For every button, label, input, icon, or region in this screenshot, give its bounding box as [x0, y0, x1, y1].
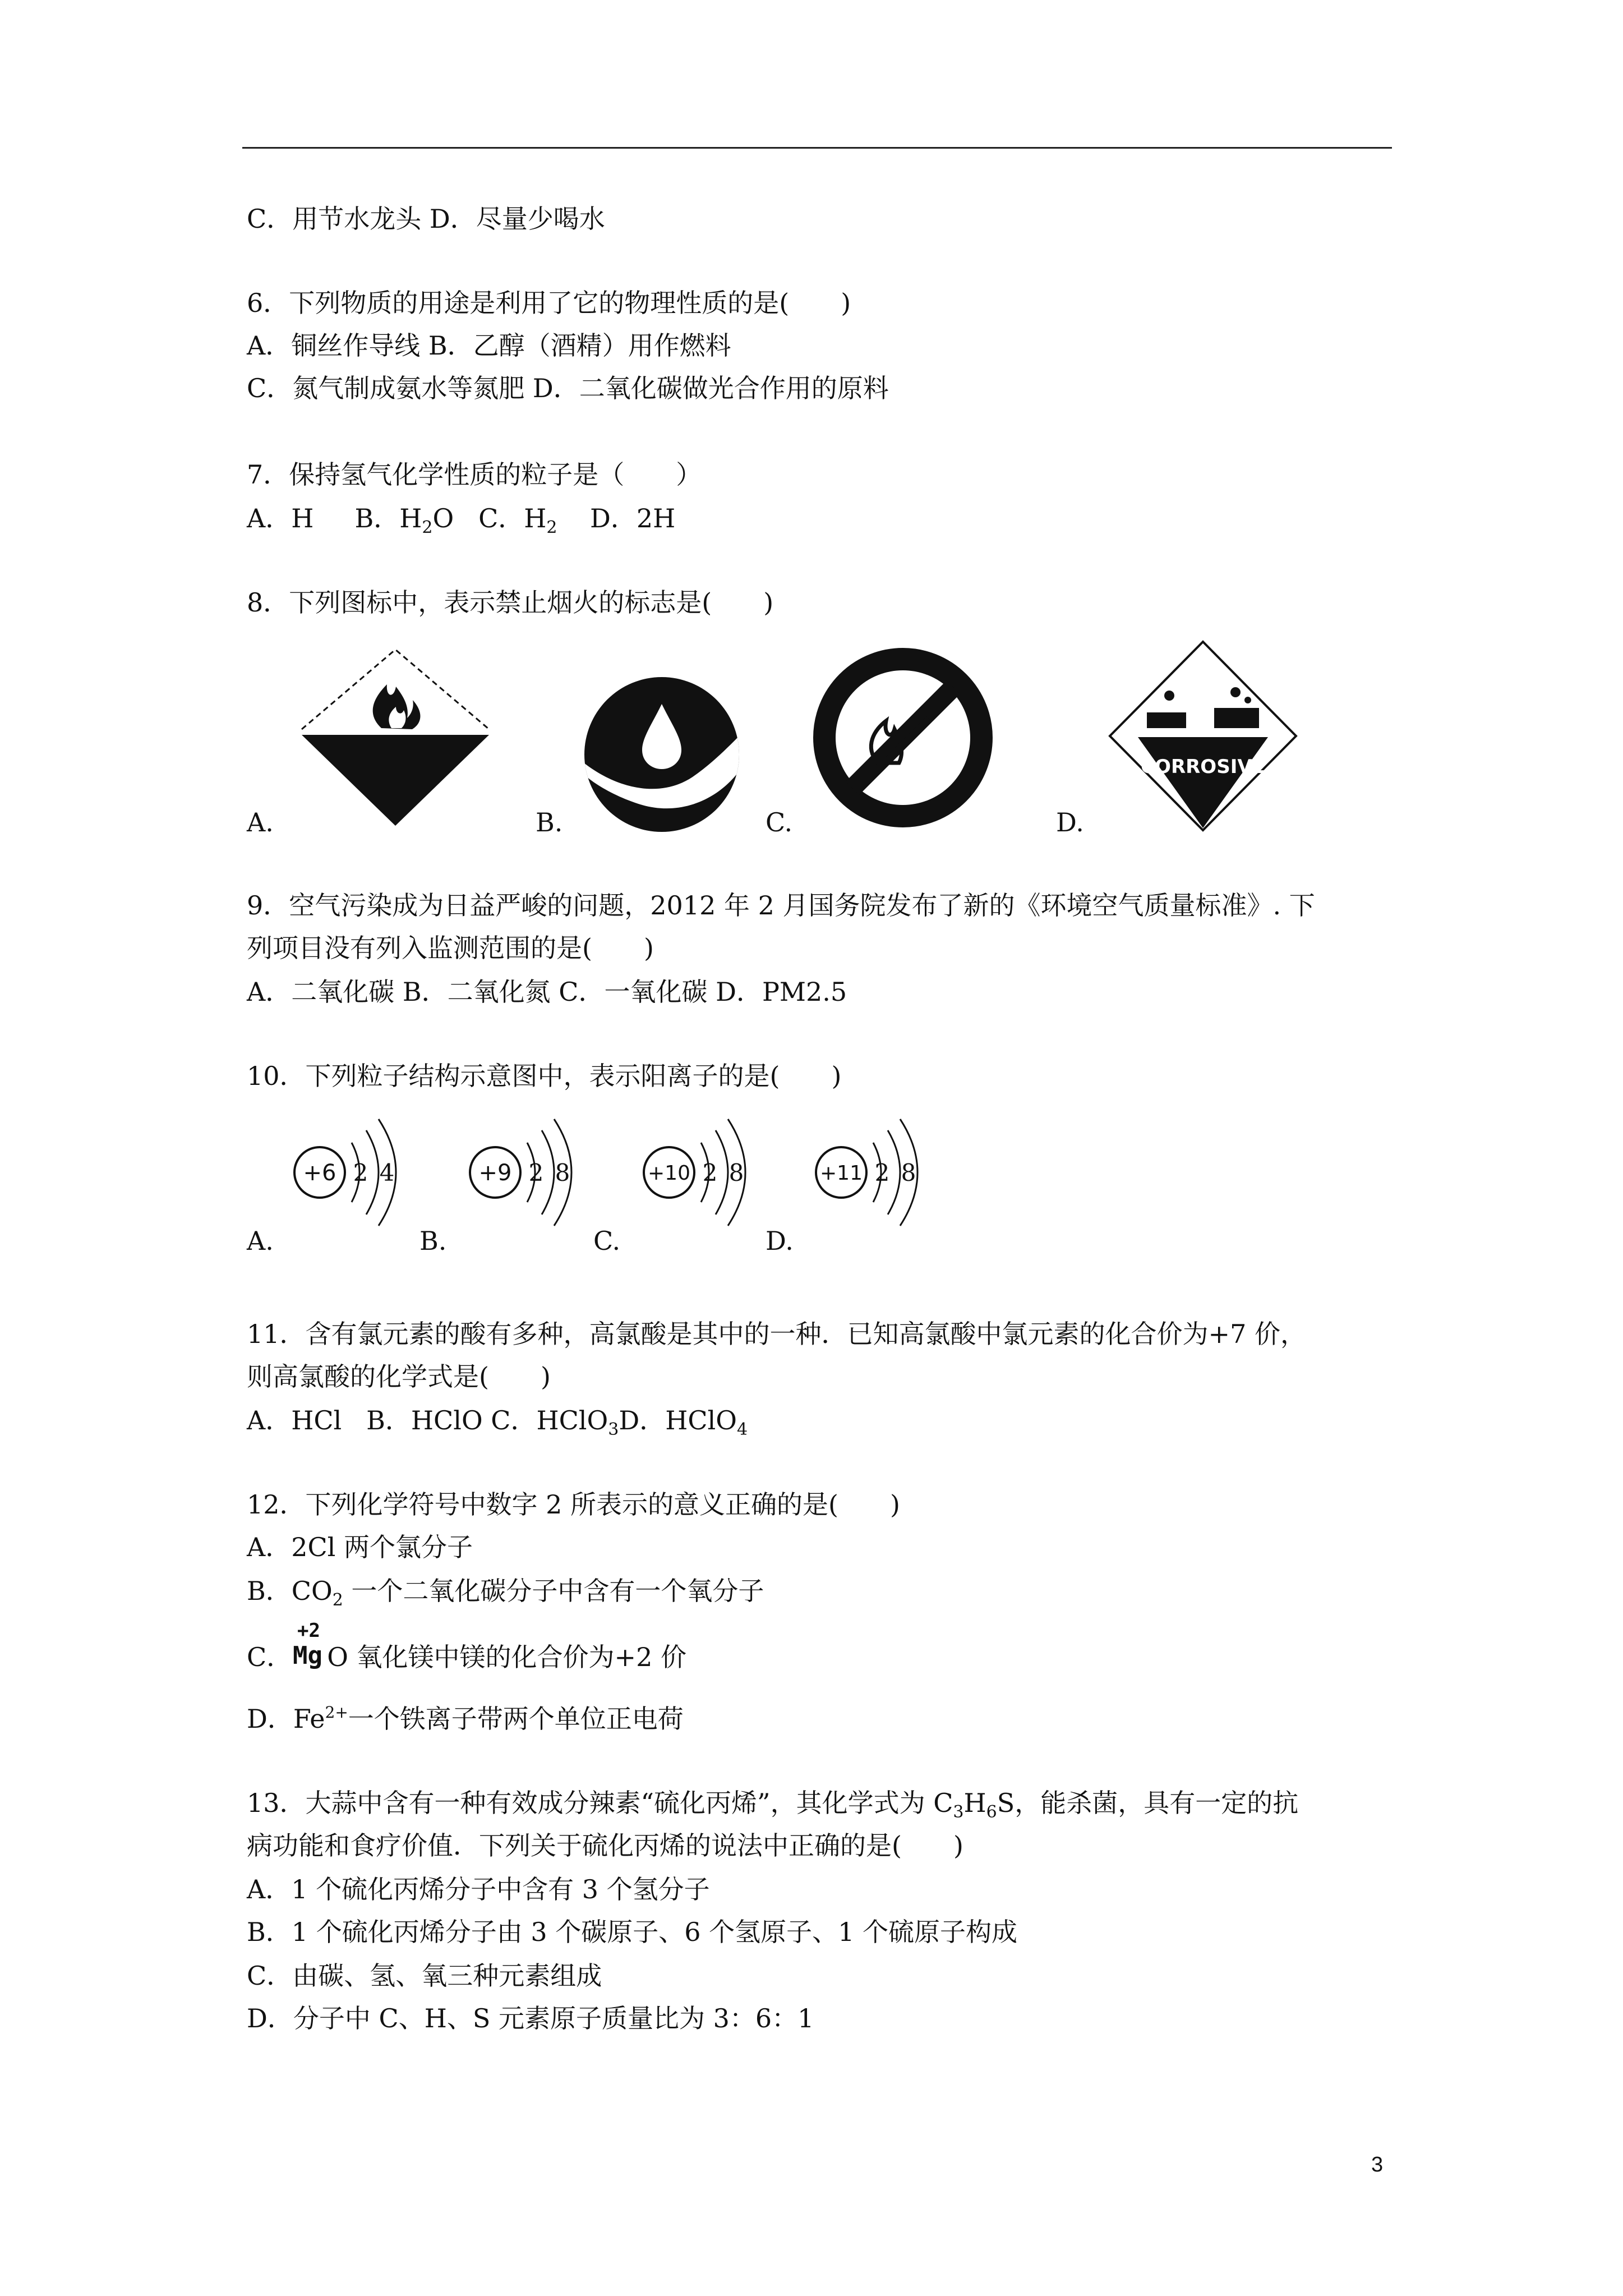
q8-label-b: B. — [536, 807, 563, 838]
q6-options-ab: A．铜丝作导线 B．乙醇（酒精）用作燃料 — [247, 330, 731, 361]
q10-label-a: A. — [247, 1226, 274, 1256]
q6-options-cd: C．氮气制成氨水等氮肥 D．二氧化碳做光合作用的原料 — [247, 373, 889, 403]
q11-option-a: A．HCl — [247, 1405, 342, 1435]
atom-c-shell2: 8 — [728, 1159, 744, 1186]
q9-stem-line1: 9．空气污染成为日益严峻的问题，2012 年 2 月国务院发布了新的《环境空气质量标准》. 下 — [247, 890, 1315, 921]
q11-stem-line2: 则高氯酸的化学式是( ) — [247, 1361, 551, 1392]
mg-element: Mg — [293, 1641, 322, 1670]
water-reactive-icon — [580, 676, 743, 833]
q5-options-cd: C．用节水龙头 D．尽量少喝水 — [247, 204, 605, 234]
flammable-hazard-icon — [297, 645, 494, 830]
q13-stem-line2: 病功能和食疗价值．下列关于硫化丙烯的说法中正确的是( ) — [247, 1830, 963, 1861]
atom-c-nucleus: +10 — [648, 1162, 690, 1185]
atom-b-nucleus: +9 — [478, 1160, 512, 1186]
atom-d-shell2: 8 — [901, 1159, 916, 1186]
q10-label-d: D. — [766, 1226, 794, 1256]
atom-diagram-a — [289, 1108, 412, 1237]
q7-stem: 7．保持氢气化学性质的粒子是（ ） — [247, 459, 702, 490]
q11-options — [247, 1404, 748, 1437]
atom-diagram-b — [464, 1108, 588, 1237]
q7-option-d: D．2H — [589, 503, 676, 533]
q12-stem: 12．下列化学符号中数字 2 所表示的意义正确的是( ) — [247, 1489, 900, 1520]
header-rule — [242, 147, 1392, 149]
q13-option-b: B．1 个硫化丙烯分子由 3 个碳原子、6 个氢原子、1 个硫原子构成 — [247, 1917, 1017, 1947]
atom-diagram-c — [638, 1108, 762, 1237]
q10-label-c: C. — [593, 1226, 621, 1256]
q9-stem-line2: 列项目没有列入监测范围的是( ) — [247, 933, 654, 963]
atom-a-nucleus: +6 — [303, 1160, 336, 1186]
q10-stem: 10．下列粒子结构示意图中，表示阳离子的是( ) — [247, 1061, 842, 1091]
q11-option-d: D．HClO$_4$ — [619, 1405, 748, 1439]
corrosive-label: CORROSIVE — [1141, 756, 1265, 778]
q6-stem: 6．下列物质的用途是利用了它的物理性质的是( ) — [247, 288, 851, 318]
q12-option-b: B．$CO_2$ 一个二氧化碳分子中含有一个氧分子 — [247, 1576, 764, 1610]
q7-options — [247, 501, 675, 535]
q13-option-a: A．1 个硫化丙烯分子中含有 3 个氢分子 — [247, 1874, 710, 1904]
corrosive-hazard-icon — [1108, 639, 1298, 833]
atom-d-shell1: 2 — [874, 1159, 890, 1186]
q11-option-c: C．HClO$_3$ — [491, 1405, 619, 1439]
mg-charge: +2 — [297, 1619, 320, 1642]
q11-stem-line1: 11．含有氯元素的酸有多种，高氯酸是其中的一种．已知高氯酸中氯元素的化合价为+7 价， — [247, 1319, 1306, 1349]
q13-option-d: D．分子中 C、H、S 元素原子质量比为 3：6：1 — [247, 2003, 814, 2033]
q7-option-c: C．$H_2$ — [478, 503, 557, 537]
q9-options: A．二氧化碳 B．二氧化氮 C．一氧化碳 D．PM2.5 — [247, 977, 847, 1007]
q13-option-c: C．由碳、氢、氧三种元素组成 — [247, 1961, 602, 1991]
q12-option-c: C． O 氧化镁中镁的化合价为+2 价 — [247, 1642, 686, 1672]
q8-label-d: D. — [1056, 807, 1084, 838]
page-number: 3 — [1371, 2153, 1384, 2177]
q8-label-c: C. — [766, 807, 793, 838]
atom-a-shell2: 4 — [379, 1159, 395, 1186]
q8-label-a: A. — [247, 807, 274, 838]
q12-option-a: A．2Cl 两个氯分子 — [247, 1532, 473, 1562]
q11-option-b: B．HClO — [366, 1405, 483, 1435]
atom-b-shell2: 8 — [555, 1159, 570, 1186]
q8-stem: 8．下列图标中，表示禁止烟火的标志是( ) — [247, 587, 774, 618]
no-fire-sign-icon — [810, 645, 995, 830]
q10-label-b: B. — [419, 1226, 447, 1256]
atom-diagram-d — [810, 1108, 934, 1237]
atom-b-shell1: 2 — [528, 1159, 544, 1186]
q12-option-d: D．$Fe^{2+}$一个铁离子带两个单位正电荷 — [247, 1703, 684, 1734]
q13-stem-line1: 13．大蒜中含有一种有效成分辣素“硫化丙烯”，其化学式为 $C_3H_6S$，能杀菌，具有一定的抗 — [247, 1788, 1299, 1822]
atom-a-shell1: 2 — [353, 1159, 368, 1186]
q7-option-a: A．H — [247, 503, 314, 533]
q7-option-b: B．$H_2O$ — [354, 503, 454, 537]
atom-c-shell1: 2 — [702, 1159, 718, 1186]
atom-d-nucleus: +11 — [820, 1162, 863, 1185]
